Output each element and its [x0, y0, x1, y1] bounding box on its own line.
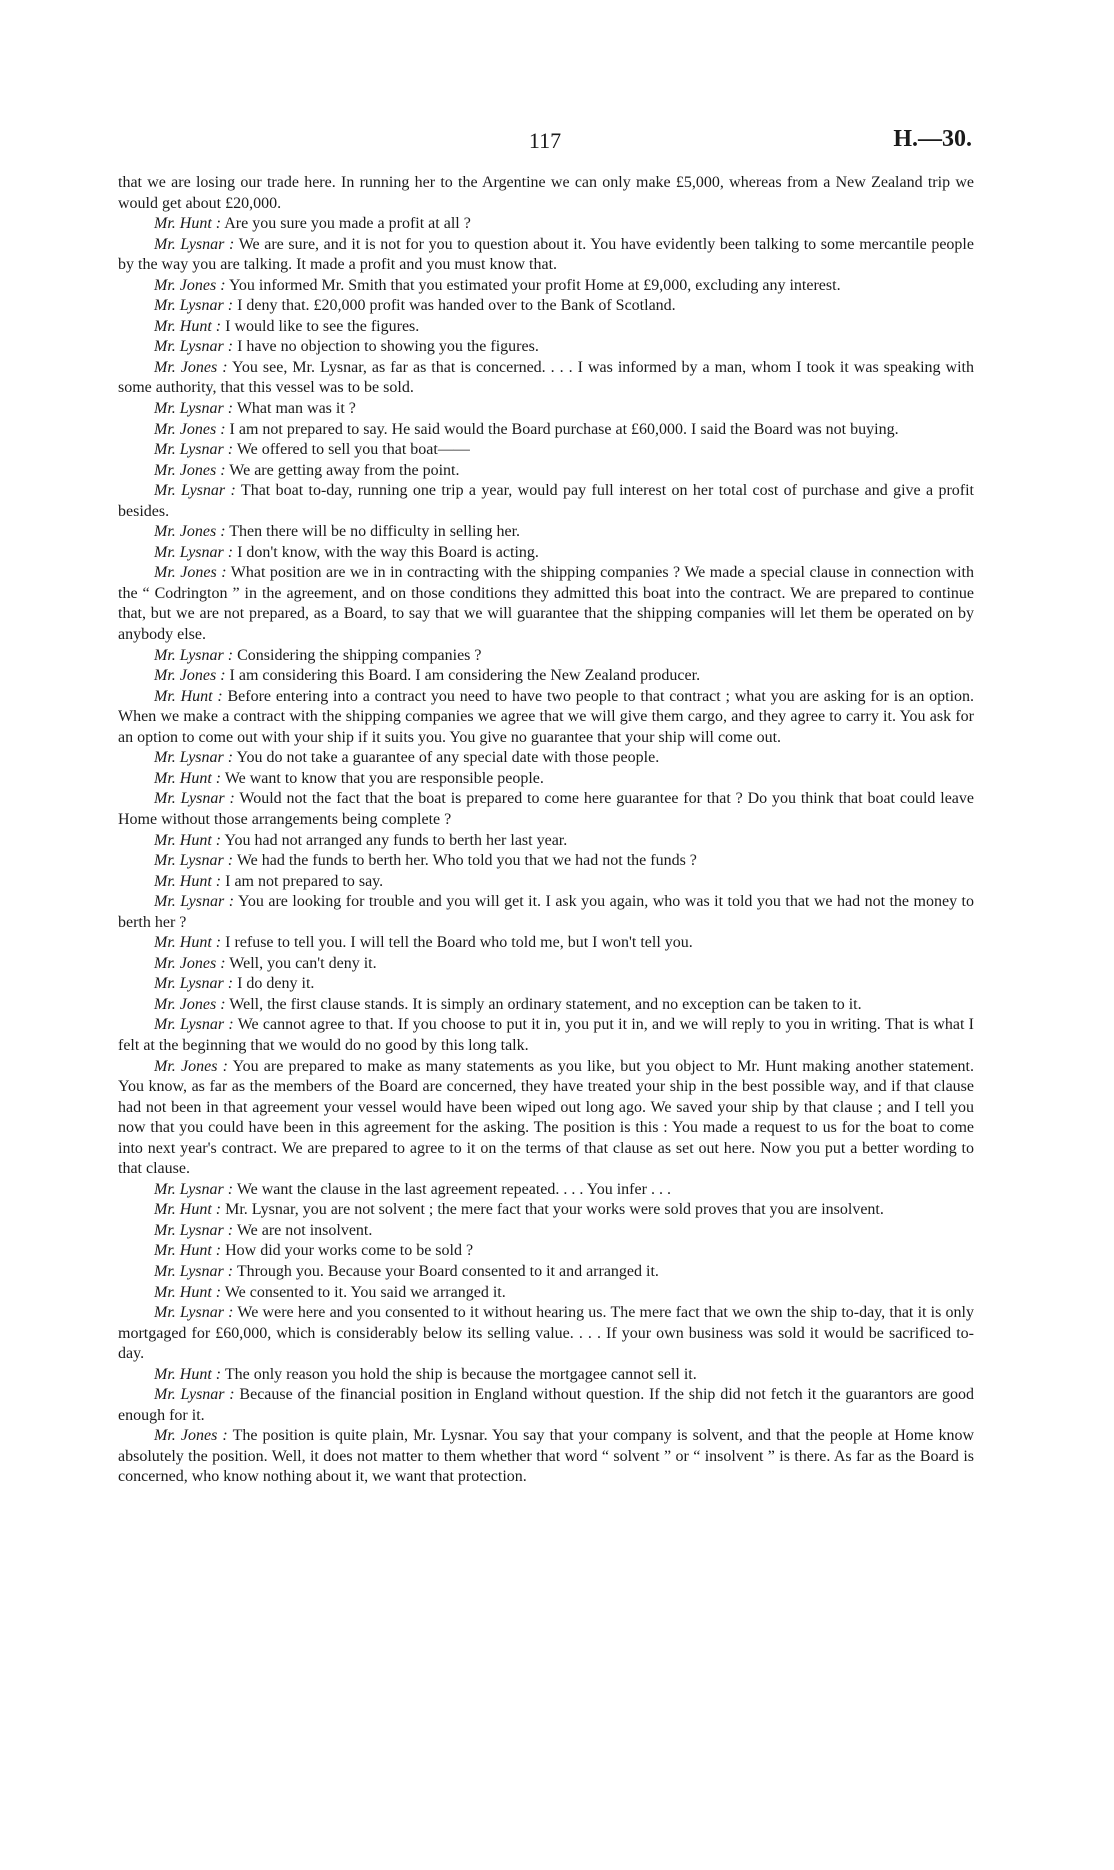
- speech-text: You see, Mr. Lysnar, as far as that is concerned. . . . I was informed by a man, whom I took it was speaking with some authority, that this vessel was to be sold.: [118, 358, 974, 397]
- transcript-paragraph: [118, 1262, 974, 1283]
- transcript-paragraph: [118, 1385, 974, 1426]
- speech-text: The position is quite plain, Mr. Lysnar. You say that your company is solvent, and that the people at Home know absolutely the position. Well, it does not matter to them whether that word “ solvent ” or “ insolvent ” is there. As far as the Board is concerned, who know nothing about it, we want that protection.: [118, 1427, 975, 1486]
- speaker-name: Mr. Hunt :: [154, 872, 222, 890]
- speaker-name: Mr. Lysnar :: [154, 235, 235, 253]
- speaker-name: Mr. Lysnar :: [154, 646, 234, 664]
- speech-text: Well, you can't deny it.: [229, 954, 377, 972]
- transcript-paragraph: [118, 872, 974, 893]
- speech-text: Are you sure you made a profit at all ?: [224, 215, 471, 233]
- speech-text: We were here and you consented to it without hearing us. The mere fact that we own the ship to-day, that it is only mortgaged for £60,000, which is considerably below its selling value. . . . If your own business was sold it would be sacrificed to-day.: [118, 1304, 974, 1363]
- speech-text: Because of the financial position in England without question. If the ship did not fetch it the guarantors are good enough for it.: [118, 1386, 974, 1424]
- speaker-name: Mr. Jones :: [154, 420, 226, 438]
- speech-text: We want to know that you are responsible people.: [224, 769, 544, 787]
- speech-text: Through you. Because your Board consented to it and arranged it.: [236, 1262, 659, 1280]
- speech-text: I do deny it.: [237, 975, 315, 993]
- transcript-paragraph: [118, 317, 974, 338]
- speaker-name: Mr. Hunt :: [154, 1365, 222, 1383]
- transcript-paragraph: [118, 1200, 974, 1221]
- speaker-name: Mr. Hunt :: [154, 317, 222, 335]
- transcript-paragraph: [118, 296, 974, 317]
- speech-text: I am not prepared to say.: [225, 872, 384, 890]
- speaker-name: Mr. Lysnar :: [154, 338, 234, 356]
- transcript-paragraph: [118, 214, 974, 235]
- transcript-paragraph: [118, 748, 974, 769]
- transcript-paragraph: [118, 687, 974, 749]
- transcript-paragraph: [118, 769, 974, 790]
- document-reference: H.—30.: [893, 126, 972, 152]
- speaker-name: Mr. Hunt :: [154, 215, 222, 233]
- speaker-name: Mr. Lysnar :: [154, 400, 234, 418]
- transcript-paragraph: [118, 420, 974, 441]
- transcript-paragraph: [118, 481, 974, 522]
- transcript-paragraph: [118, 1221, 974, 1242]
- speech-text: I am considering this Board. I am considering the New Zealand producer.: [229, 667, 701, 685]
- transcript-paragraph: [118, 1057, 974, 1180]
- speaker-name: Mr. Lysnar :: [154, 1221, 234, 1239]
- transcript-paragraph: [118, 831, 974, 852]
- speaker-name: Mr. Jones :: [154, 1427, 228, 1445]
- speech-text: I would like to see the figures.: [225, 317, 420, 335]
- speech-text: You do not take a guarantee of any special date with those people.: [236, 749, 660, 767]
- speech-text: What man was it ?: [236, 400, 356, 418]
- speaker-name: Mr. Jones :: [154, 954, 226, 972]
- speaker-name: Mr. Jones :: [154, 564, 227, 582]
- transcript-paragraph: [118, 995, 974, 1016]
- speech-text: I don't know, with the way this Board is acting.: [237, 543, 539, 561]
- transcript-paragraph: [118, 666, 974, 687]
- speech-text: We are not insolvent.: [236, 1221, 373, 1239]
- speaker-name: Mr. Lysnar :: [154, 1386, 235, 1404]
- transcript-paragraph: [118, 1426, 974, 1488]
- speech-text: I refuse to tell you. I will tell the Board who told me, but I won't tell you.: [225, 934, 693, 952]
- transcript-paragraph: [118, 563, 974, 645]
- speech-text: Considering the shipping companies ?: [237, 646, 482, 664]
- speaker-name: Mr. Lysnar :: [154, 1262, 234, 1280]
- speech-text: The only reason you hold the ship is because the mortgagee cannot sell it.: [224, 1365, 697, 1383]
- speech-text: What position are we in in contracting with the shipping companies ? We made a special clause in connection with the “ Codrington ” in the agreement, and on those conditions they admitted this boat into the contract. We are prepared to continue that, but we are not prepared, as a Board, to say that we will guarantee that the shipping companies will let them be operated on by anybody else.: [118, 564, 974, 644]
- speaker-name: Mr. Hunt :: [154, 1201, 222, 1219]
- speech-text: You informed Mr. Smith that you estimated your profit Home at £9,000, excluding any interest.: [228, 276, 841, 294]
- speech-text: You are prepared to make as many statements as you like, but you object to Mr. Hunt making another statement. You know, as far as the members of the Board are concerned, they have treated your ship in the best possible way, and if that clause had not been in that agreement your vessel would have been wiped out long ago. We saved your ship by that clause ; and I tell you now that you could have been in this agreement for the asking. The position is this : You made a request to us for the boat to come into next year's contract. We are prepared to agree to it on the terms of that clause as set out here. Now you put a better wording to that clause.: [118, 1057, 975, 1178]
- speaker-name: Mr. Jones :: [154, 1057, 228, 1075]
- transcript-paragraph: [118, 1303, 974, 1365]
- page-number: 117: [528, 128, 562, 153]
- speech-text: Well, the first clause stands. It is simply an ordinary statement, and no exception can be taken to it.: [229, 995, 862, 1013]
- speech-text: Mr. Lysnar, you are not solvent ; the mere fact that your works were sold proves that you are insolvent.: [225, 1201, 884, 1219]
- speech-text: You had not arranged any funds to berth her last year.: [224, 831, 568, 849]
- speaker-name: Mr. Lysnar :: [154, 790, 235, 808]
- speaker-name: Mr. Lysnar :: [154, 1016, 234, 1034]
- speaker-name: Mr. Hunt :: [154, 1283, 222, 1301]
- speaker-name: Mr. Lysnar :: [154, 543, 234, 561]
- speaker-name: Mr. Lysnar :: [154, 482, 236, 500]
- transcript-paragraph: [118, 1180, 974, 1201]
- transcript-paragraph: [118, 522, 974, 543]
- speech-text: I am not prepared to say. He said would the Board purchase at £60,000. I said the Board was not buying.: [229, 420, 899, 438]
- continuation-paragraph: that we are losing our trade here. In running her to the Argentine we can only make £5,000, whereas from a New Zealand trip we would get about £20,000.: [118, 174, 974, 212]
- transcript-paragraph: [118, 399, 974, 420]
- transcript-paragraph: [118, 974, 974, 995]
- speaker-name: Mr. Lysnar :: [154, 893, 235, 911]
- speaker-name: Mr. Lysnar :: [154, 852, 234, 870]
- speaker-name: Mr. Jones :: [154, 995, 226, 1013]
- speaker-name: Mr. Jones :: [154, 523, 226, 541]
- transcript-paragraph: [118, 646, 974, 667]
- speech-text: We are getting away from the point.: [229, 461, 460, 479]
- speech-text: Then there will be no difficulty in selling her.: [229, 523, 521, 541]
- speech-text: Would not the fact that the boat is prepared to come here guarantee for that ? Do you think that boat could leave Home without those arrangements being complete ?: [118, 790, 975, 828]
- transcript-paragraph: [118, 543, 974, 564]
- speaker-name: Mr. Jones :: [154, 461, 226, 479]
- speech-text: That boat to-day, running one trip a year, would pay full interest on her total cost of purchase and give a profit besides.: [118, 482, 975, 520]
- transcript-paragraph: [118, 954, 974, 975]
- transcript-paragraph: [118, 235, 974, 276]
- transcript-paragraph: [118, 337, 974, 358]
- transcript-paragraph: [118, 851, 974, 872]
- transcript-paragraph: [118, 276, 974, 297]
- speech-text: I deny that. £20,000 profit was handed over to the Bank of Scotland.: [237, 297, 676, 315]
- speech-text: I have no objection to showing you the figures.: [237, 338, 539, 356]
- speaker-name: Mr. Lysnar :: [154, 1180, 234, 1198]
- transcript-paragraph: [118, 358, 974, 399]
- page-header: [118, 122, 972, 158]
- speaker-name: Mr. Lysnar :: [154, 749, 234, 767]
- speaker-name: Mr. Jones :: [154, 276, 226, 294]
- speech-text: How did your works come to be sold ?: [225, 1242, 474, 1260]
- speech-text: You are looking for trouble and you will get it. I ask you again, who was it told you that we had not the money to berth her ?: [118, 893, 974, 931]
- speaker-name: Mr. Lysnar :: [154, 441, 234, 459]
- speaker-name: Mr. Lysnar :: [154, 1304, 234, 1322]
- speaker-name: Mr. Hunt :: [154, 687, 223, 705]
- transcript-paragraph: [118, 440, 974, 461]
- transcript-paragraph: [118, 1365, 974, 1386]
- speaker-name: Mr. Hunt :: [154, 769, 222, 787]
- speech-text: We cannot agree to that. If you choose to put it in, you put it in, and we will reply to you in writing. That is what I felt at the beginning that we would do no good by this long talk.: [118, 1016, 975, 1054]
- transcript-paragraph: [118, 892, 974, 933]
- speaker-name: Mr. Jones :: [154, 667, 226, 685]
- speech-text: We had the funds to berth her. Who told you that we had not the funds ?: [236, 852, 697, 870]
- transcript-body: [118, 173, 974, 1488]
- speaker-name: Mr. Hunt :: [154, 934, 222, 952]
- transcript-paragraph: [118, 1283, 974, 1304]
- speech-text: We consented to it. You said we arranged it.: [224, 1283, 506, 1301]
- speech-text: We want the clause in the last agreement repeated. . . . You infer . . .: [236, 1180, 671, 1198]
- speaker-name: Mr. Hunt :: [154, 1242, 222, 1260]
- transcript-paragraph: [118, 789, 974, 830]
- speaker-name: Mr. Lysnar :: [154, 975, 234, 993]
- speech-text: We offered to sell you that boat——: [236, 441, 470, 459]
- speaker-name: Mr. Jones :: [154, 358, 228, 376]
- transcript-paragraph: [118, 1015, 974, 1056]
- speaker-name: Mr. Lysnar :: [154, 297, 234, 315]
- transcript-paragraph: [118, 461, 974, 482]
- speaker-name: Mr. Hunt :: [154, 831, 222, 849]
- transcript-paragraph: [118, 933, 974, 954]
- speech-text: Before entering into a contract you need to have two people to that contract ; what you are asking for is an option. When we make a contract with the shipping companies we agree that we will give them cargo, and they agree to carry it. You ask for an option to come out with your ship if it suits you. You give no guarantee that your ship will come out.: [118, 687, 975, 746]
- speech-text: We are sure, and it is not for you to question about it. You have evidently been talking to some mercantile people by the way you are talking. It made a profit and you must know that.: [118, 235, 974, 274]
- transcript-paragraph: [118, 1241, 974, 1262]
